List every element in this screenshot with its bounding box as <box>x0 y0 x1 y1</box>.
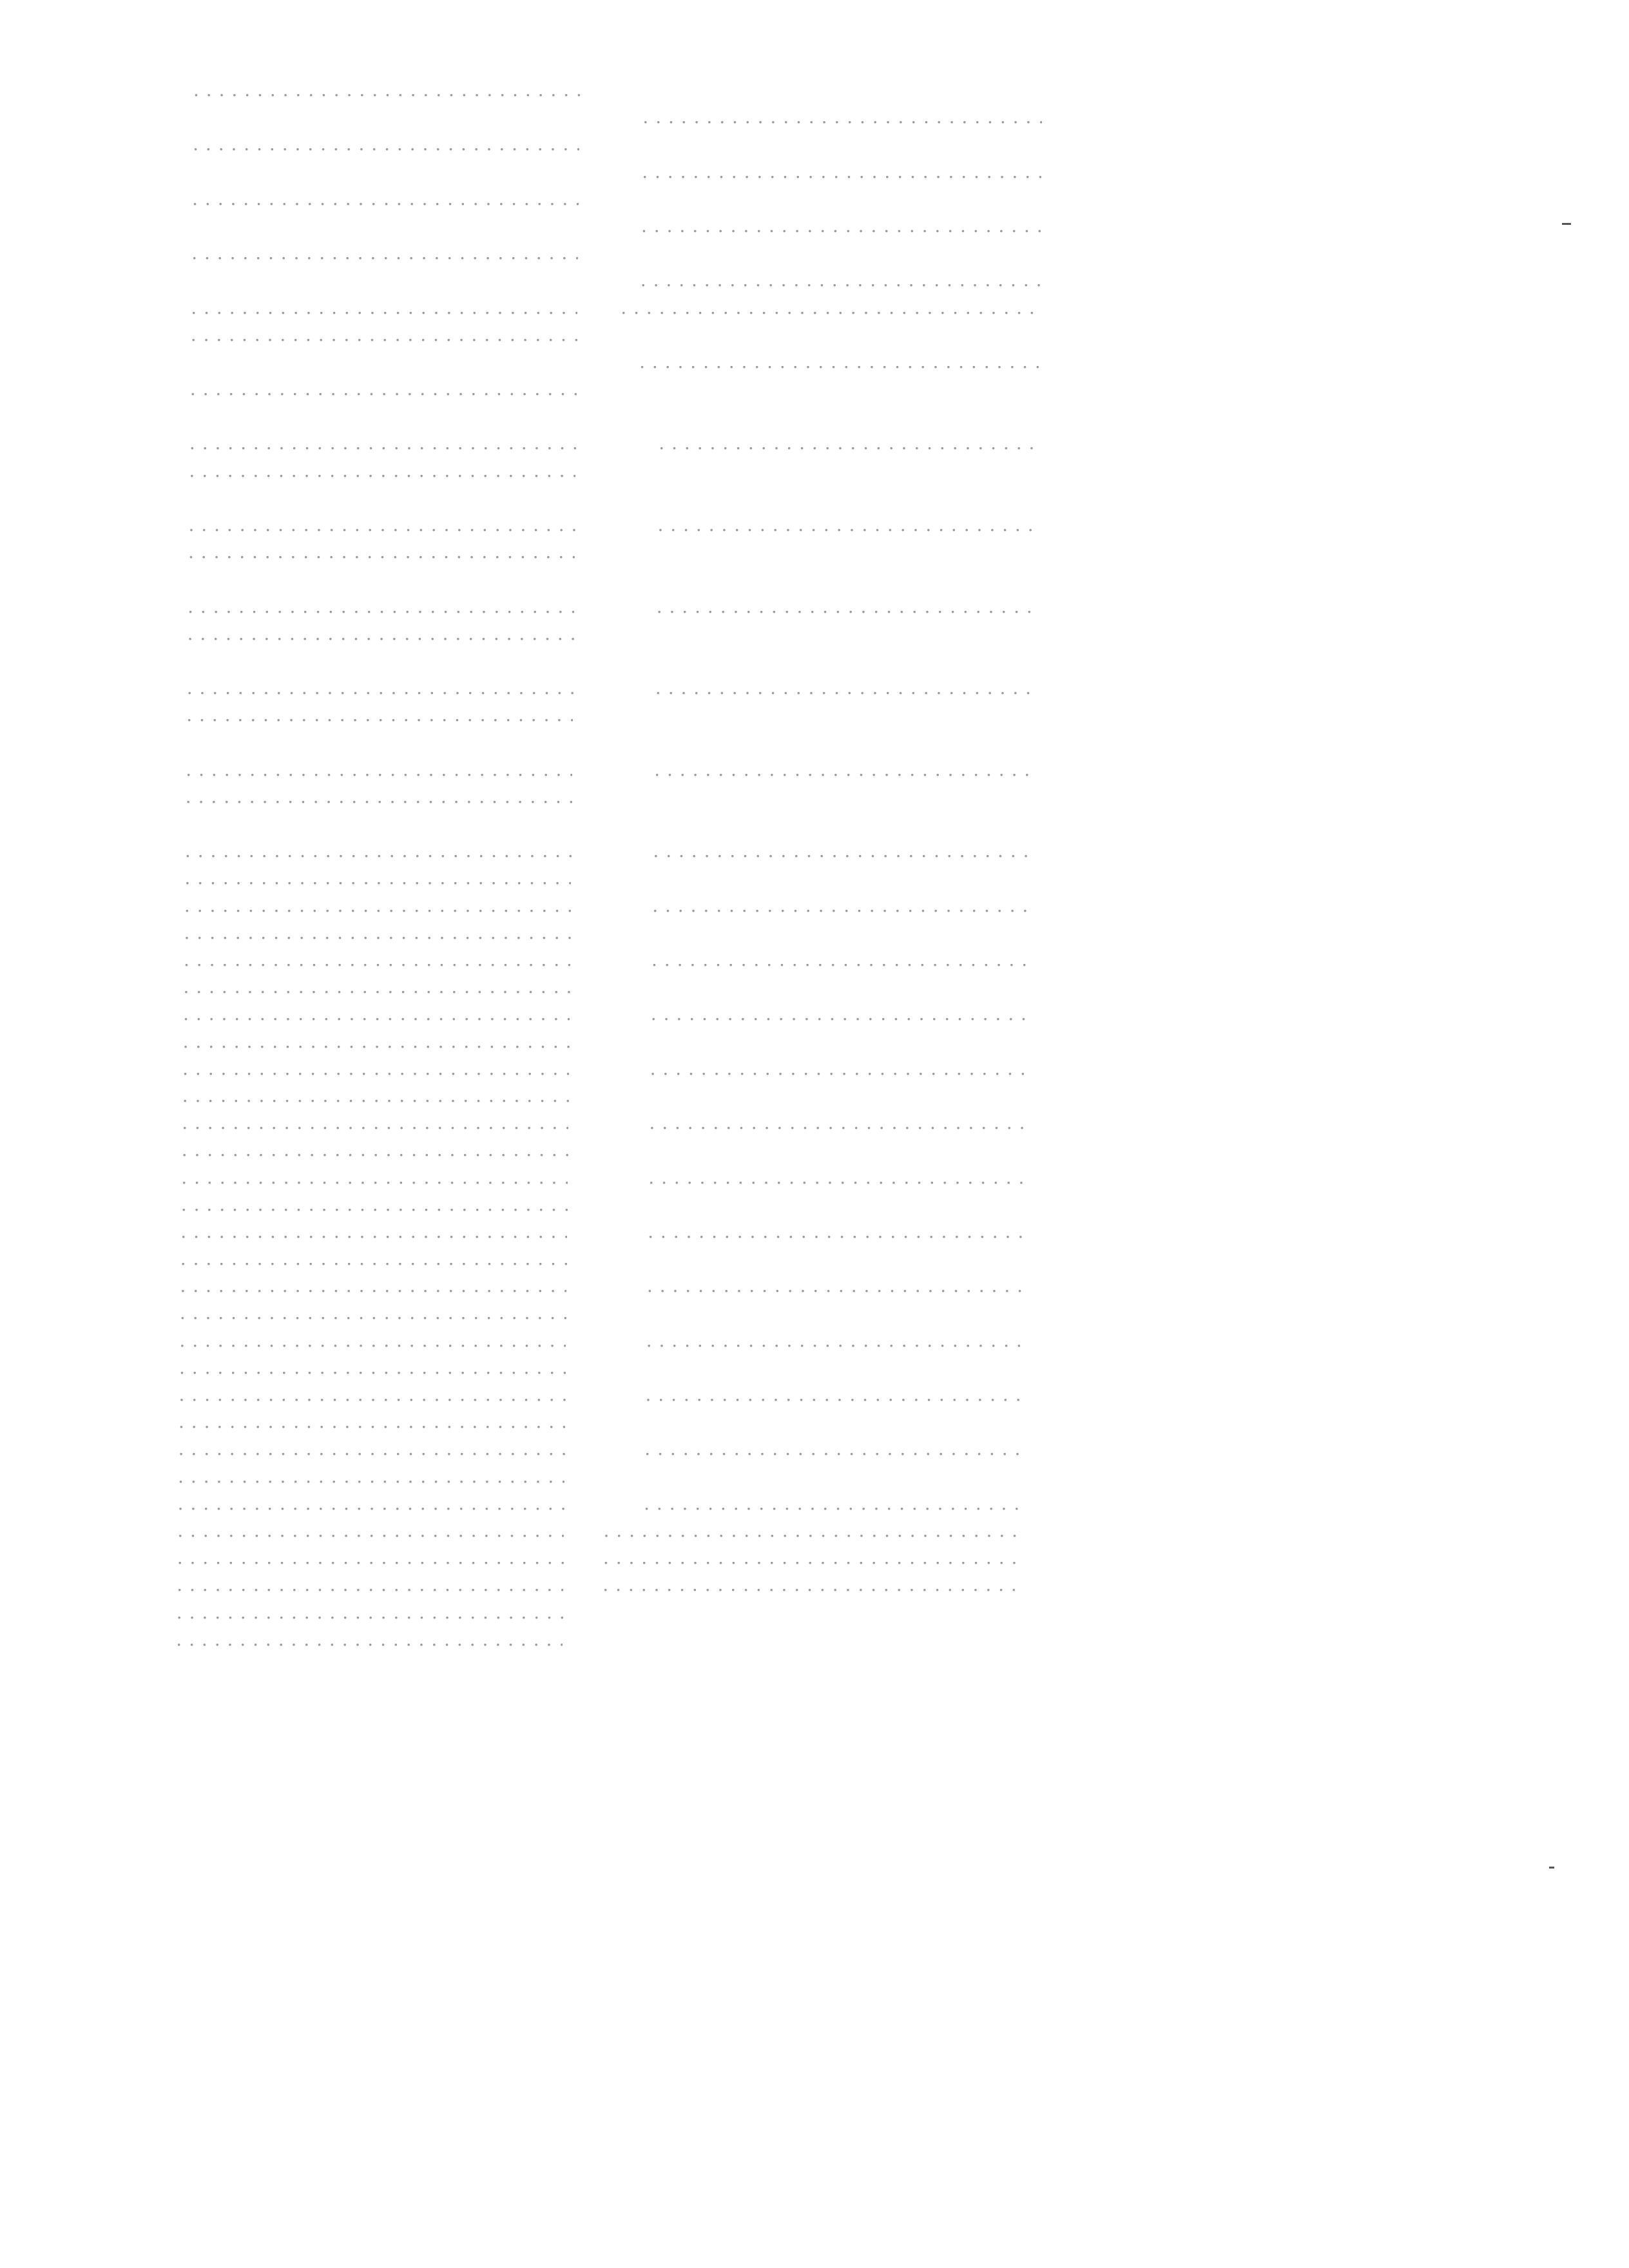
model-cell <box>178 1464 564 1490</box>
entry-line <box>0 1627 1629 1653</box>
entry-line <box>0 322 1629 348</box>
entry-line <box>0 1165 1629 1191</box>
description-cell <box>655 675 1034 701</box>
description-cell <box>657 594 1036 620</box>
model-cell <box>186 702 573 728</box>
model-cell <box>182 1083 569 1109</box>
entry-line <box>0 1219 1629 1245</box>
entry-line <box>0 1137 1629 1163</box>
description-cell <box>639 349 1039 375</box>
description-cell <box>651 1001 1030 1027</box>
entry-line <box>0 1464 1629 1490</box>
model-cell <box>180 1219 567 1245</box>
entry-line <box>0 1001 1629 1027</box>
model-cell <box>188 621 574 647</box>
entry-line <box>0 1110 1629 1136</box>
model-cell <box>193 77 580 103</box>
description-cell <box>646 1328 1025 1354</box>
model-cell <box>189 458 575 484</box>
description-cell <box>641 267 1040 293</box>
description-cell <box>652 893 1031 919</box>
entry-line <box>0 893 1629 919</box>
model-cell <box>189 430 576 456</box>
model-cell <box>189 512 575 538</box>
description-cell <box>642 159 1041 185</box>
description-cell <box>621 295 1039 321</box>
scan-speck <box>1549 1867 1554 1869</box>
entry-line <box>0 77 1629 103</box>
entry-line <box>0 1056 1629 1082</box>
entry-line <box>0 240 1629 266</box>
model-cell <box>184 947 570 973</box>
entry-line <box>0 566 1629 592</box>
model-cell <box>191 240 578 266</box>
description-cell <box>602 1572 1021 1598</box>
model-cell <box>187 675 574 701</box>
entry-line <box>0 349 1629 375</box>
entry-line <box>0 403 1629 429</box>
entry-line <box>0 1545 1629 1571</box>
description-cell <box>648 1219 1027 1245</box>
entry-line <box>0 865 1629 891</box>
model-cell <box>183 1001 570 1027</box>
entry-line <box>0 1355 1629 1381</box>
model-cell <box>181 1165 568 1191</box>
entry-line <box>0 1518 1629 1544</box>
scan-speck <box>1562 223 1571 225</box>
entry-line <box>0 947 1629 973</box>
model-cell <box>182 1056 569 1082</box>
entry-line <box>0 974 1629 1000</box>
model-cell <box>180 1273 566 1299</box>
model-cell <box>180 1300 566 1326</box>
model-cell <box>186 784 572 810</box>
entry-line <box>0 1382 1629 1408</box>
description-cell <box>649 1110 1028 1136</box>
model-cell <box>191 295 577 321</box>
entry-line <box>0 295 1629 321</box>
description-cell <box>604 1518 1023 1544</box>
entry-line <box>0 1491 1629 1517</box>
entry-line <box>0 1083 1629 1109</box>
entry-line <box>0 1246 1629 1272</box>
entry-line <box>0 267 1629 293</box>
entry-line <box>0 512 1629 538</box>
entry-line <box>0 1409 1629 1435</box>
description-cell <box>648 1165 1027 1191</box>
model-cell <box>182 1137 568 1163</box>
description-cell <box>603 1545 1022 1571</box>
entry-line <box>0 621 1629 647</box>
model-cell <box>176 1627 563 1653</box>
description-cell <box>650 1056 1029 1082</box>
entry-line <box>0 730 1629 756</box>
entry-line <box>0 1300 1629 1326</box>
model-cell <box>182 1110 568 1136</box>
description-cell <box>658 512 1037 538</box>
model-cell <box>184 920 571 946</box>
model-cell <box>186 757 572 783</box>
model-cell <box>177 1572 563 1598</box>
description-cell <box>644 1436 1023 1462</box>
entry-line <box>0 757 1629 783</box>
description-cell <box>659 430 1037 456</box>
description-cell <box>642 104 1042 130</box>
model-cell <box>188 539 575 565</box>
model-cell <box>180 1246 567 1272</box>
description-cell <box>654 757 1033 783</box>
entry-line <box>0 1600 1629 1626</box>
model-cell <box>190 376 577 402</box>
model-cell <box>179 1355 566 1381</box>
model-cell <box>188 594 574 620</box>
model-cell <box>177 1600 563 1626</box>
entry-line <box>0 920 1629 946</box>
model-cell <box>185 838 572 864</box>
model-cell <box>193 131 579 157</box>
entry-line <box>0 1436 1629 1462</box>
entry-line <box>0 1029 1629 1055</box>
model-cell <box>184 893 571 919</box>
model-cell <box>177 1545 564 1571</box>
entry-line <box>0 159 1629 185</box>
model-cell <box>184 974 570 1000</box>
entry-line <box>0 594 1629 620</box>
entry-line <box>0 1572 1629 1598</box>
entry-line <box>0 104 1629 130</box>
entry-line <box>0 675 1629 701</box>
model-cell <box>183 1029 570 1055</box>
entry-line <box>0 376 1629 402</box>
description-cell <box>641 213 1041 239</box>
entry-line <box>0 213 1629 239</box>
description-cell <box>653 838 1032 864</box>
entry-line <box>0 1328 1629 1354</box>
entry-line <box>0 1192 1629 1218</box>
model-cell <box>192 186 579 212</box>
description-cell <box>644 1491 1023 1517</box>
model-cell <box>178 1436 565 1462</box>
entry-line <box>0 186 1629 212</box>
entry-line <box>0 430 1629 456</box>
description-cell <box>646 1382 1025 1408</box>
model-cell <box>191 322 577 348</box>
entry-line <box>0 539 1629 565</box>
entry-line <box>0 131 1629 157</box>
entry-line <box>0 1273 1629 1299</box>
model-cell <box>177 1518 564 1544</box>
description-cell <box>651 947 1030 973</box>
entry-line <box>0 648 1629 674</box>
model-cell <box>184 865 571 891</box>
entry-line <box>0 811 1629 837</box>
model-cell <box>178 1409 565 1435</box>
entry-line <box>0 485 1629 511</box>
entry-line <box>0 838 1629 864</box>
entry-line <box>0 702 1629 728</box>
entry-line <box>0 784 1629 810</box>
model-cell <box>179 1382 566 1408</box>
model-cell <box>178 1491 564 1517</box>
model-cell <box>179 1328 566 1354</box>
entry-line <box>0 458 1629 484</box>
model-cell <box>181 1192 568 1218</box>
description-cell <box>647 1273 1026 1299</box>
